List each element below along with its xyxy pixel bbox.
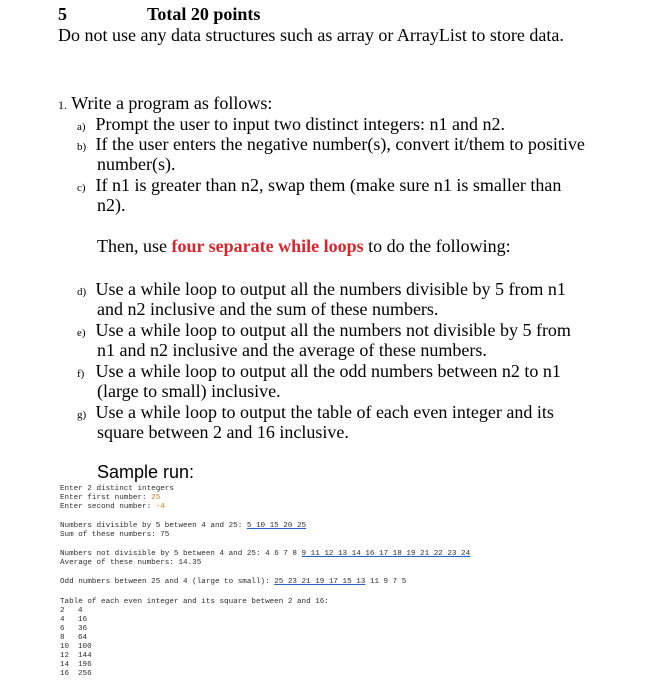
table-cell-n: 10	[60, 643, 70, 651]
console-line	[60, 522, 306, 531]
console-prompt: Enter first number:	[60, 494, 152, 502]
step-label: a)	[77, 121, 86, 133]
highlight-list	[247, 522, 306, 530]
table-row	[60, 652, 92, 661]
step-c-cont: n2).	[97, 195, 126, 215]
then-line	[97, 236, 511, 257]
console-line	[60, 503, 165, 512]
step-b-cont: number(s).	[97, 154, 176, 174]
table-cell-square: 36	[78, 625, 88, 633]
table-row	[60, 607, 92, 616]
console-line: Enter 2 distinct integers	[60, 485, 174, 493]
total-points: Total 20 points	[147, 4, 261, 24]
step-text: Use a while loop to output all the numbers not divisible by 5 from	[95, 320, 571, 340]
table-row	[60, 616, 92, 625]
step-d-cont: and n2 inclusive and the sum of these numbers.	[97, 299, 439, 319]
step-text: Prompt the user to input two distinct integers: n1 and n2.	[95, 114, 505, 134]
instruction-text: Do not use any data structures such as array or ArrayList to store data.	[58, 25, 564, 45]
console-text: Numbers not divisible by 5 between 4 and 25:	[60, 550, 266, 558]
step-text: If the user enters the negative number(s), convert it/them to positive	[95, 134, 585, 154]
task-number: 1.	[58, 98, 67, 112]
console-values: 25 23 21 19 17 15 13	[274, 578, 366, 586]
console-line: Sum of these numbers: 75	[60, 531, 170, 539]
task-title-text: Write a program as follows:	[71, 93, 273, 113]
step-text: Use a while loop to output all the numbers divisible by 5 from n1	[95, 279, 566, 299]
table-cell-n: 16	[60, 670, 70, 678]
step-label: c)	[77, 182, 86, 194]
step-label: g)	[77, 409, 87, 421]
console-text: Numbers divisible by 5 between 4 and 25:	[60, 522, 247, 530]
table-row	[60, 670, 92, 679]
table-cell-n: 6	[60, 625, 65, 633]
task-title	[58, 93, 272, 116]
step-text: If n1 is greater than n2, swap them (make sure n1 is smaller than	[95, 175, 562, 195]
console-line: Average of these numbers: 14.35	[60, 559, 202, 567]
table-cell-square: 144	[78, 652, 92, 660]
step-label: f)	[77, 368, 85, 380]
user-input: -4	[155, 503, 165, 511]
step-f-cont: (large to small) inclusive.	[97, 381, 281, 401]
table-cell-n: 2	[60, 607, 65, 615]
console-line: Table of each even integer and its square between 2 and 16:	[60, 598, 329, 606]
highlight-list	[302, 550, 471, 558]
table-cell-n: 14	[60, 661, 70, 669]
then-pre: Then, use	[97, 236, 172, 256]
table-cell-n: 12	[60, 652, 70, 660]
step-e-cont: n1 and n2 inclusive and the average of these numbers.	[97, 340, 487, 360]
table-cell-square: 256	[78, 670, 92, 678]
step-label: d)	[77, 286, 87, 298]
table-row	[60, 643, 92, 652]
console-values: 11 9 7 5	[365, 578, 407, 586]
step-label: b)	[77, 141, 87, 153]
table-cell-n: 4	[60, 616, 65, 624]
console-line	[60, 578, 406, 587]
step-text: Use a while loop to output all the odd numbers between n2 to n1	[95, 361, 561, 381]
console-text: Odd numbers between 25 and 4 (large to small):	[60, 578, 275, 586]
then-post: to do the following:	[363, 236, 511, 256]
console-values: 5 10 15 20 25	[246, 522, 307, 530]
step-c	[77, 175, 561, 199]
console-line	[60, 550, 470, 559]
table-row	[60, 634, 92, 643]
highlight-list	[274, 578, 365, 586]
table-cell-square: 196	[78, 661, 92, 669]
sample-run-title: Sample run:	[97, 462, 195, 482]
table-cell-square: 16	[78, 616, 88, 624]
table-row	[60, 661, 92, 670]
console-values: 4 6 7 8	[265, 550, 302, 558]
table-cell-n: 8	[60, 634, 65, 642]
table-cell-square: 4	[78, 607, 83, 615]
table-cell-square: 64	[78, 634, 88, 642]
table-row	[60, 625, 92, 634]
step-text: Use a while loop to output the table of each even integer and its	[95, 402, 554, 422]
table-cell-square: 100	[78, 643, 92, 651]
console-values: 9 11 12 13 14 16 17 18 19 21 22 23 24	[301, 550, 471, 558]
console-line	[60, 494, 160, 503]
step-g-cont: square between 2 and 16 inclusive.	[97, 422, 349, 442]
square-table	[60, 607, 92, 679]
user-input: 25	[151, 494, 161, 502]
then-emphasis: four separate while loops	[171, 236, 364, 256]
question-number: 5	[58, 4, 67, 24]
step-label: e)	[77, 327, 86, 339]
console-prompt: Enter second number:	[60, 503, 156, 511]
